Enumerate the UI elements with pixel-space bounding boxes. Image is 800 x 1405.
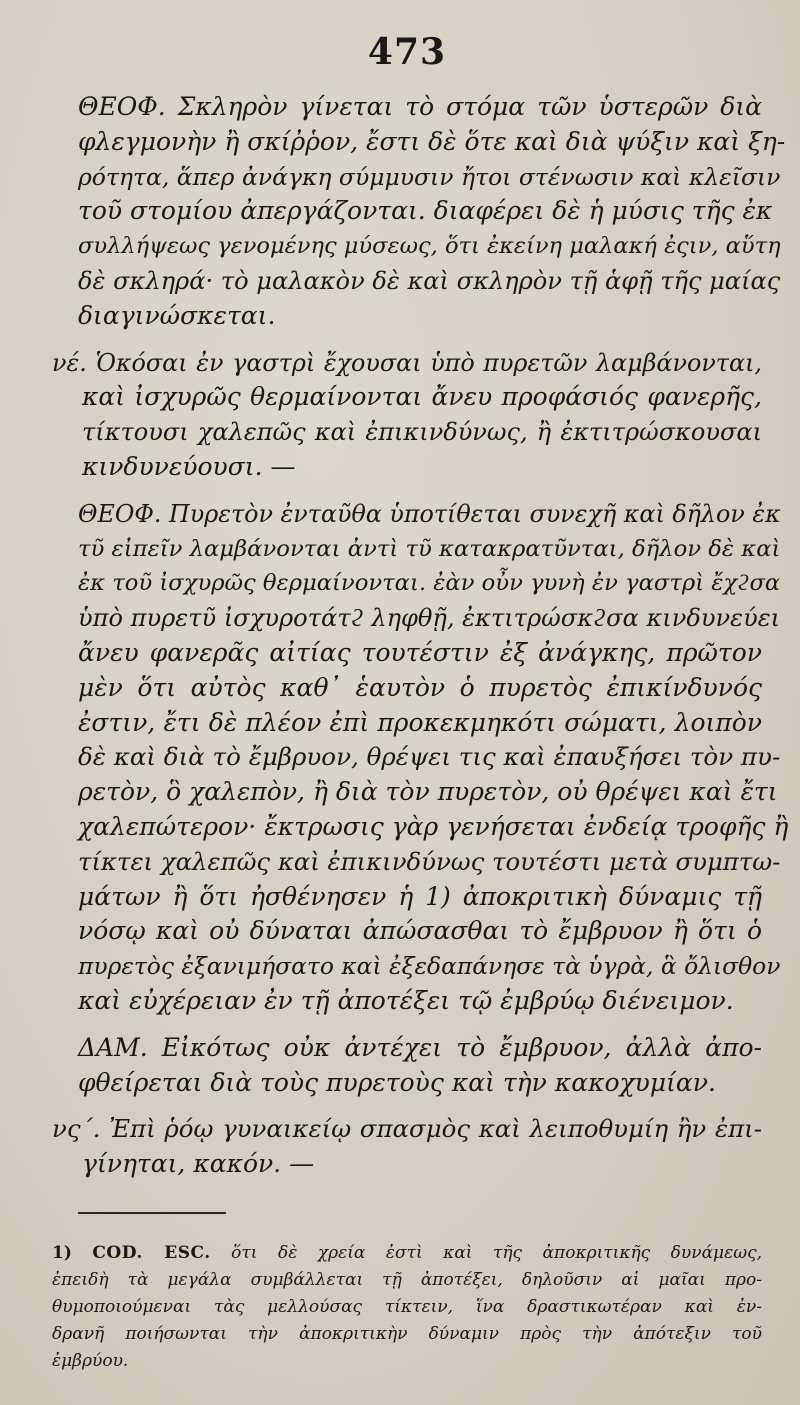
text-line: μὲν ὅτι αὐτὸς καθ᾽ ἑαυτὸν ὁ πυρετὸς ἐπικίνδυνός bbox=[78, 672, 762, 702]
paragraph-gap bbox=[52, 485, 762, 497]
text-line: συλλήψεως γενομένης μύσεως, ὅτι ἐκείνη μαλακή ἐςιν, αὕτη bbox=[78, 233, 781, 260]
paragraph-p5 bbox=[52, 1112, 762, 1182]
paragraph-p4 bbox=[52, 1031, 762, 1101]
paragraph-gap bbox=[52, 1100, 762, 1112]
text-line: ἄνευ φανερᾶς αἰτίας τουτέστιν ἐξ ἀνάγκης, πρῶτον bbox=[78, 637, 762, 667]
text-line: ΔΑΜ. Εἰκότως οὐκ ἀντέχει τὸ ἔμβρυον, ἀλλὰ ἀπο- bbox=[78, 1032, 762, 1062]
footnote-line: δρανῆ ποιήσωνται τὴν ἀποκριτικὴν δύναμιν πρὸς τὴν ἀπότεξιν τοῦ bbox=[52, 1323, 762, 1344]
footnote-line: θυμοποιούμεναι τὰς μελλούσας τίκτειν, ἵνα δραστικωτέραν καὶ ἐν- bbox=[52, 1296, 762, 1317]
paragraph-p2 bbox=[52, 346, 762, 485]
page-number: 473 bbox=[367, 31, 447, 73]
text-line: μάτων ἢ ὅτι ἠσθένησεν ἡ 1) ἀποκριτικὴ δύναμις τῇ bbox=[78, 881, 762, 911]
text-line: ρετὸν, ὃ χαλεπὸν, ἢ διὰ τὸν πυρετὸν, οὐ θρέψει καὶ ἔτι bbox=[78, 777, 778, 807]
text-line: διαγινώσκεται. bbox=[78, 300, 276, 330]
text-line: νόσῳ καὶ οὐ δύναται ἀπώσασθαι τὸ ἔμβρυον ἢ ὅτι ὁ bbox=[78, 916, 762, 946]
footnote-line bbox=[52, 1240, 762, 1267]
body-text bbox=[52, 90, 789, 1182]
paragraph-gap bbox=[52, 1019, 762, 1031]
text-line: πυρετὸς ἐξανιμήσατο καὶ ἐξεδαπάνησε τὰ ὑγρὰ, ἃ ὄλισθον bbox=[78, 952, 781, 981]
text-line: δὲ καὶ διὰ τὸ ἔμβρυον, θρέψει τις καὶ ἐπαυξήσει τὸν πυ- bbox=[78, 742, 781, 772]
footnote-text: ὅτι δὲ χρεία ἐστὶ καὶ τῆς ἀποκριτικῆς δυνάμεως, bbox=[231, 1242, 763, 1263]
text-line: καὶ εὐχέρειαν ἐν τῇ ἀποτέξει τῷ ἐμβρύῳ διένειμον. bbox=[78, 985, 734, 1015]
footnote-rule bbox=[78, 1212, 226, 1214]
paragraph-gap bbox=[52, 334, 762, 346]
text-line: κινδυνεύουσι. — bbox=[82, 451, 296, 481]
text-line: ΘΕΟΦ. Πυρετὸν ἐνταῦθα ὑποτίθεται συνεχῆ καὶ δῆλον ἐκ bbox=[78, 499, 781, 528]
text-line: τῦ εἰπεῖν λαμβάνονται ἀντὶ τῦ κατακρατῦνται, δῆλον δὲ καὶ bbox=[78, 535, 781, 562]
text-line: ἐστιν, ἔτι δὲ πλέον ἐπὶ προκεκμηκότι σώματι, λοιπὸν bbox=[78, 707, 762, 737]
text-line: τίκτει χαλεπῶς καὶ ἐπικινδύνως τουτέστι μετὰ συμπτω- bbox=[78, 846, 781, 876]
text-line: τοῦ στομίου ἀπεργάζονται. διαφέρει δὲ ἡ μύσις τῆς ἐκ bbox=[78, 196, 773, 226]
text-line: δὲ σκληρά· τὸ μαλακὸν δὲ καὶ σκληρὸν τῇ ἁφῇ τῆς μαίας bbox=[78, 266, 781, 295]
footnote-marker: 1) bbox=[52, 1242, 72, 1263]
footnote-line: ἐπειδὴ τὰ μεγάλα συμβάλλεται τῇ ἀποτέξει, δηλοῦσιν αἱ μαῖαι προ- bbox=[52, 1269, 762, 1290]
text-line: ρότητα, ἅπερ ἀνάγκη σύμμυσιν ἤτοι στένωσιν καὶ κλεῖσιν bbox=[78, 162, 781, 191]
text-line: νς΄. Ἐπὶ ῥόῳ γυναικείῳ σπασμὸς καὶ λειποθυμίη ἢν ἐπι- bbox=[52, 1114, 762, 1144]
text-line: φθείρεται διὰ τοὺς πυρετοὺς καὶ τὴν κακοχυμίαν. bbox=[78, 1067, 716, 1097]
footnote-line: ἐμβρύου. bbox=[52, 1350, 129, 1371]
text-line: καὶ ἰσχυρῶς θερμαίνονται ἄνευ προφάσιός φανερῆς, bbox=[82, 382, 762, 412]
text-line: ὑπὸ πυρετῦ ἰσχυροτάτϩ ληφθῇ, ἐκτιτρώσκϩσα κινδυνεύει bbox=[78, 604, 781, 633]
text-line: τίκτουσι χαλεπῶς καὶ ἐπικινδύνως, ἢ ἐκτιτρώσκουσαι bbox=[82, 418, 762, 447]
text-line: χαλεπώτερον· ἔκτρωσις γὰρ γενήσεται ἐνδείᾳ τροφῆς ἢ bbox=[78, 811, 789, 841]
paragraph-p3 bbox=[52, 497, 789, 1019]
paragraph-p1 bbox=[52, 90, 786, 334]
text-line: γίνηται, κακόν. — bbox=[82, 1149, 315, 1179]
text-line: νέ. Ὁκόσαι ἐν γαστρὶ ἔχουσαι ὑπὸ πυρετῶν λαμβάνονται, bbox=[52, 348, 762, 377]
text-line: ἐκ τοῦ ἰσχυρῶς θερμαίνονται. ἐὰν οὖν γυνὴ ἐν γαστρὶ ἔχϩσα bbox=[78, 570, 781, 597]
text-line: φλεγμονὴν ἢ σκίῤῥον, ἔστι δὲ ὅτε καὶ διὰ ψύξιν καὶ ξη- bbox=[78, 126, 786, 156]
footnote-source: COD. ESC. bbox=[92, 1242, 211, 1263]
text-line: ΘΕΟΦ. Σκληρὸν γίνεται τὸ στόμα τῶν ὑστερῶν διὰ bbox=[78, 92, 762, 121]
footnote bbox=[52, 1240, 762, 1375]
